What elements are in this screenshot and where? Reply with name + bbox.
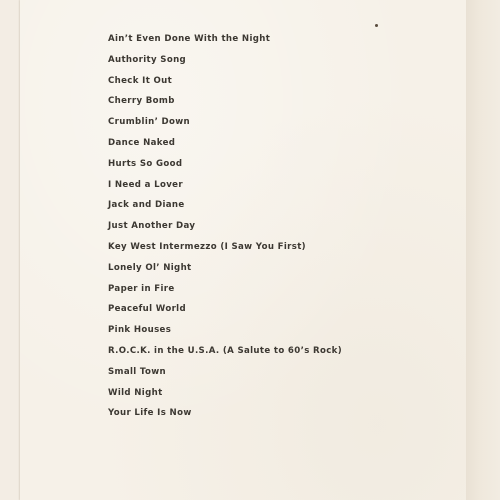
- song-title: Ain’t Even Done With the Night: [108, 34, 271, 44]
- song-title: Dance Naked: [108, 137, 176, 148]
- song-title: I Need a Lover: [108, 179, 183, 190]
- ink-speck: [375, 24, 378, 27]
- song-title: Lonely Ol’ Night: [108, 262, 192, 273]
- song-title: Peaceful World: [108, 304, 186, 315]
- song-title: R.O.C.K. in the U.S.A. (A Salute to 60’s Rock): [108, 345, 343, 356]
- song-title: Wild Night: [108, 387, 163, 398]
- song-title: Key West Intermezzo (I Saw You First): [108, 241, 306, 252]
- song-title: Your Life Is Now: [108, 408, 192, 419]
- song-title: Jack and Diane: [108, 200, 185, 211]
- song-title: Cherry Bomb: [108, 96, 175, 107]
- song-title: Pink Houses: [108, 325, 172, 336]
- song-title: Hurts So Good: [108, 158, 183, 169]
- song-title: Authority Song: [108, 54, 187, 65]
- song-title: Crumblin’ Down: [108, 117, 191, 128]
- song-title: Check It Out: [108, 75, 173, 86]
- page-edge-shadow: [466, 0, 500, 500]
- song-title: Small Town: [108, 366, 167, 377]
- song-title: Just Another Day: [108, 221, 196, 232]
- song-title: Paper in Fire: [108, 283, 175, 294]
- song-list: [108, 32, 428, 427]
